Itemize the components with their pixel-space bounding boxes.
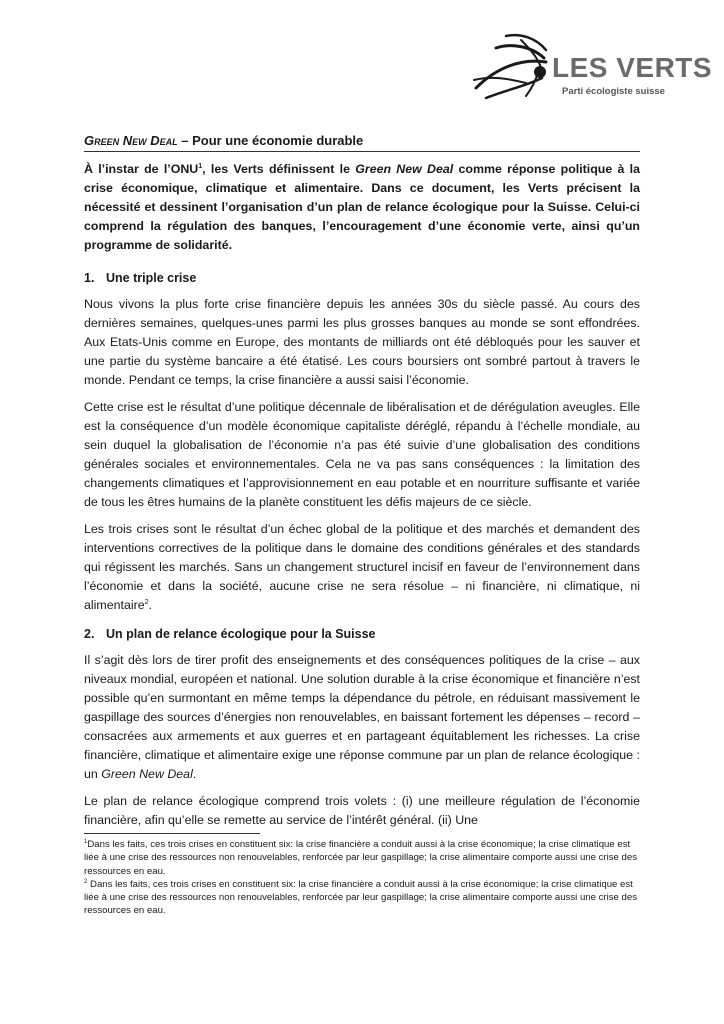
footnote-ref-1[interactable]: 1 bbox=[198, 162, 203, 170]
lead-text-1: À l’instar de l’ONU bbox=[84, 162, 199, 176]
section-2-number: 2. bbox=[84, 627, 95, 641]
section-1-paragraph-3 bbox=[84, 520, 640, 615]
footnote-2-marker: 2 bbox=[84, 878, 88, 885]
footnotes bbox=[84, 838, 640, 918]
lead-text-2: , les Verts définissent le bbox=[202, 162, 356, 176]
document-body bbox=[84, 160, 640, 838]
footnote-2 bbox=[84, 878, 640, 918]
section-2-title: Un plan de relance écologique pour la Suisse bbox=[106, 627, 376, 641]
section-2-heading bbox=[84, 625, 640, 643]
logo-subtitle: Parti écologiste suisse bbox=[562, 86, 665, 97]
logo-wordmark: LES VERTS bbox=[552, 52, 713, 83]
section-2-paragraph-2: Le plan de relance écologique comprend trois volets : (i) une meilleure régulation de l’économie financière, afin qu’elle se remette au service de l’intérêt général. (ii) Une bbox=[84, 794, 640, 827]
les-verts-logo bbox=[466, 28, 713, 108]
section-2-paragraph-1-text: Il s’agit dès lors de tirer profit des enseignements et des conséquences politiques de la crise – aux niveaux mondial, européen et national. Une solution durable à la crise économique et financière n’est possible qu’en surmontant en même temps la dépendance du pétrole, en réduisant massivement le gaspillage des sources d’énergies non renouvelables, en baissant fortement les dépenses – record – consacrées aux armements et aux guerres et en partageant équitablement les richesses. La crise financière, climatique et alimentaire exige une réponse commune par un plan de relance écologique : un bbox=[84, 653, 640, 781]
lead-paragraph bbox=[84, 160, 640, 255]
section-1-number: 1. bbox=[84, 271, 95, 285]
lead-text-3: comme réponse politique à la crise économique, climatique et alimentaire. Dans ce document, les Verts précisent la nécessité et dessinent l’organisation d’un plan de relance écologique pour la Suisse. Celui-ci comprend la régulation des banques, l’encouragement d’une économie verte, ainsi qu’un programme de solidarité. bbox=[84, 162, 640, 252]
document-title bbox=[84, 133, 640, 152]
footnote-divider bbox=[84, 833, 260, 834]
section-2-paragraph-1-end: . bbox=[192, 767, 197, 781]
title-subtitle: – Pour une économie durable bbox=[177, 133, 364, 148]
footnote-1-marker: 1 bbox=[84, 838, 88, 845]
footnote-2-text: Dans les faits, ces trois crises en constituent six: la crise financière a conduit aussi à la crise économique; la crise climatique est liée à une crise des ressources non renouvelables, renforcée par leur gaspillage; la crise alimentaire comporte aussi une crise des ressources en eau. bbox=[84, 878, 637, 917]
section-2-emphasis: Green New Deal bbox=[101, 767, 193, 781]
section-1-heading bbox=[84, 269, 640, 287]
footnote-ref-2[interactable]: 2 bbox=[144, 598, 149, 606]
footnote-1 bbox=[84, 838, 640, 878]
section-1-title: Une triple crise bbox=[106, 271, 197, 285]
section-1-paragraph-3-text: Les trois crises sont le résultat d’un échec global de la politique et des marchés et demandent des interventions correctives de la politique dans le domaine des conditions générales et des standards qui régissent les marchés. Sans un changement structurel incisif en faveur de l’environnement dans l’économie et dans la société, aucune crise ne sera résolue – ni financière, ni climatique, ni alimentaire bbox=[84, 522, 640, 612]
section-2-paragraph-1 bbox=[84, 651, 640, 784]
footnote-1-text: Dans les faits, ces trois crises en constituent six: la crise financière a conduit aussi à la crise économique; la crise climatique est liée à une crise des ressources non renouvelables, renforcée par leur gaspillage; la crise alimentaire comporte aussi une crise des ressources en eau. bbox=[84, 839, 637, 877]
section-1-paragraph-1: Nous vivons la plus forte crise financière depuis les années 30s du siècle passé. Au cours des dernières semaines, quelques-unes parmi les plus grosses banques au monde se sont effondrées. Aux Etats-Unis comme en Europe, des montants de milliards ont été débloqués pour les sauver et une partie du système bancaire a été étatisé. Les cours boursiers ont sombré partout à travers le monde. Pendant ce temps, la crise financière a aussi saisi l’économie. bbox=[84, 297, 640, 387]
section-1-paragraph-3-end: . bbox=[148, 598, 152, 612]
section-1-paragraph-2: Cette crise est le résultat d’une politique décennale de libéralisation et de dérégulation aveugles. Elle est la conséquence d’un modèle économique capitaliste déréglé, répandu à l’échelle mondiale, au sein duquel la globalisation de l’économie n’a pas été suivie d’une globalisation des conditions générales sociales et environnementales. Cela ne va pas sans conséquences : la limitation des changements climatiques et l’approvisionnement en eau potable et en nourriture suffisante et variée de tous les êtres humains de la planète constituent les défis majeurs de ce siècle. bbox=[84, 400, 640, 509]
title-green-new-deal: Green New Deal bbox=[84, 133, 178, 148]
lead-emphasis: Green New Deal bbox=[355, 162, 454, 176]
